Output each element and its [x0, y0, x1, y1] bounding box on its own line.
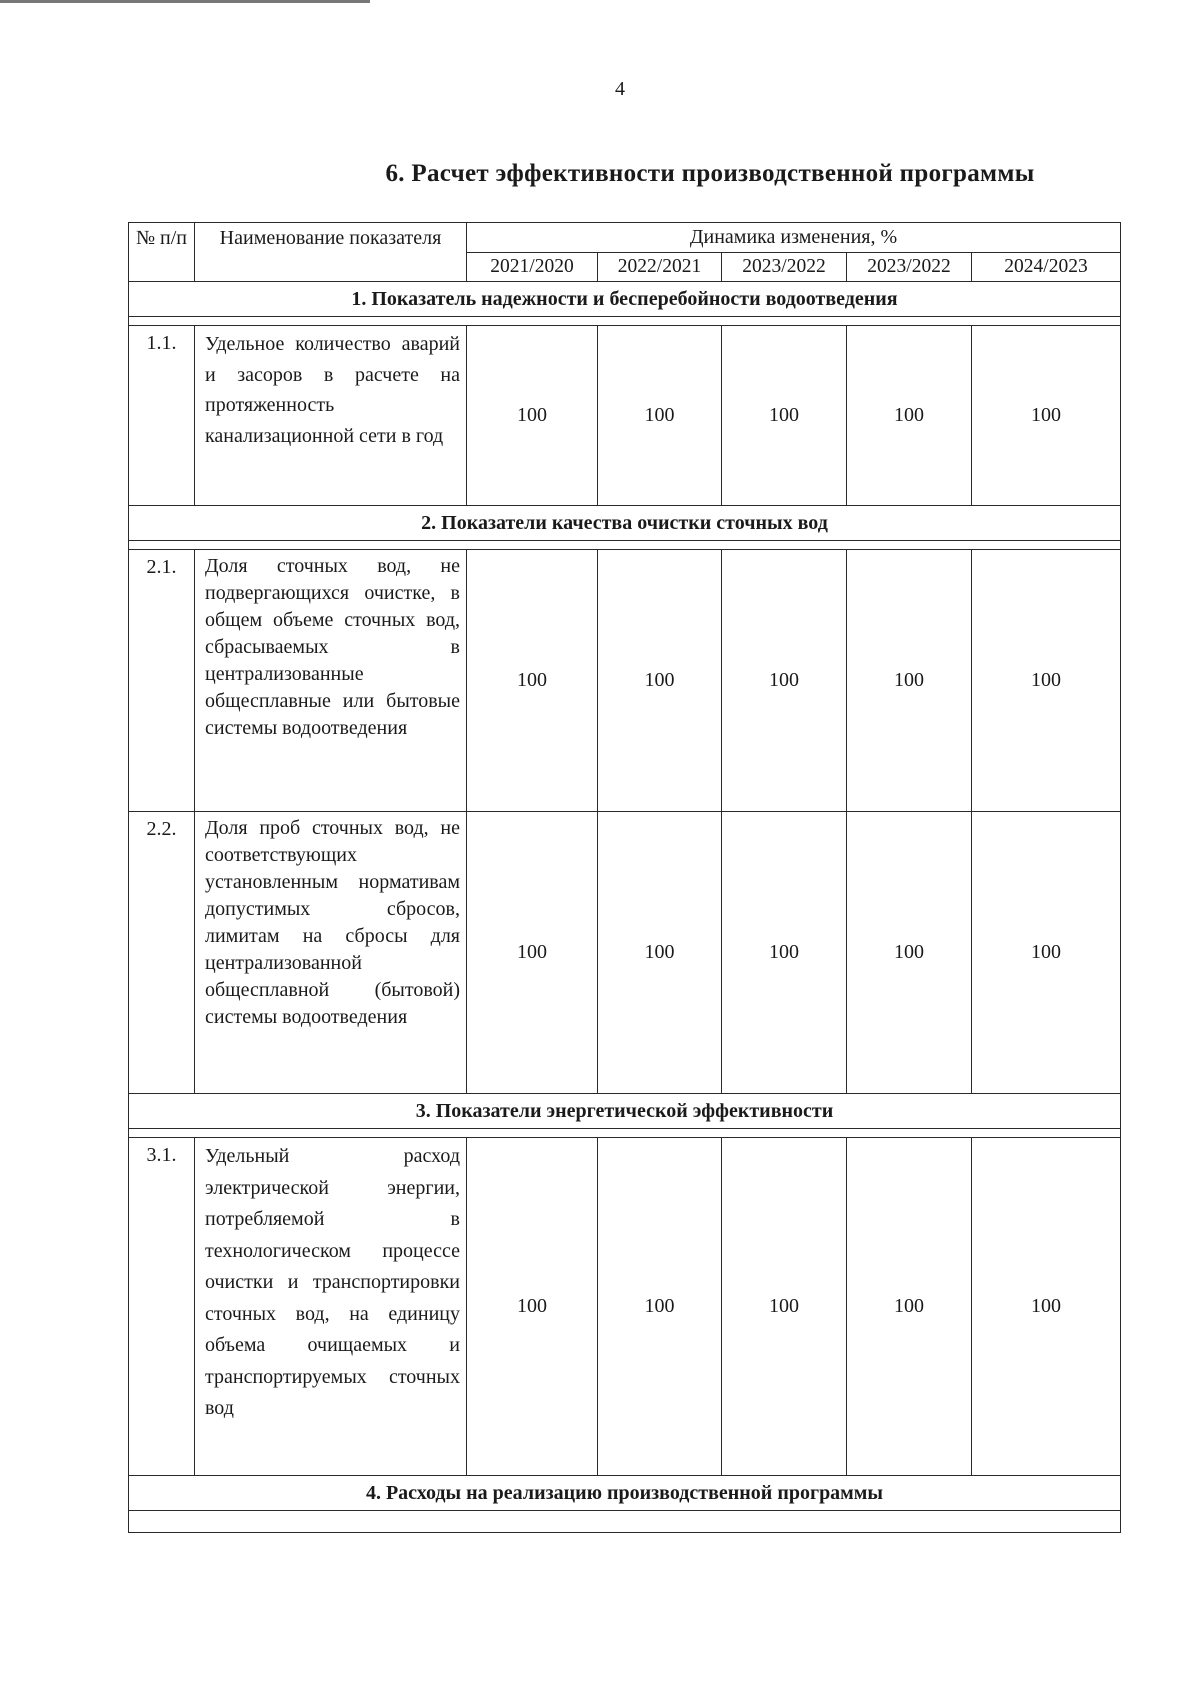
header-year: 2024/2023	[972, 253, 1121, 282]
value-cell: 100	[847, 1138, 972, 1476]
value-cell: 100	[598, 812, 722, 1094]
indicator-name: Доля проб сточных вод, не соответствующих установленным нормативам допустимых сбросов, лимитам на сбросы для централизованной общесплавной (бытовой) системы водоотведения	[195, 812, 467, 1094]
header-dynamics: Динамика изменения, %	[467, 223, 1121, 253]
table-row	[129, 326, 1121, 506]
section-title: 4. Расходы на реализацию производственной программы	[129, 1476, 1121, 1511]
section-title: 1. Показатель надежности и бесперебойности водоотведения	[129, 282, 1121, 317]
section-row	[129, 282, 1121, 317]
indicator-name: Доля сточных вод, не подвергающихся очистке, в общем объеме сточных вод, сбрасываемых в централизованные общесплавные или бытовые системы водоотведения	[195, 550, 467, 812]
row-number: 2.1.	[129, 550, 195, 812]
document-title: 6. Расчет эффективности производственной программы	[385, 160, 1035, 187]
value-cell: 100	[598, 550, 722, 812]
empty-row	[129, 1511, 1121, 1533]
header-number: № п/п	[129, 223, 195, 282]
row-gap	[129, 1129, 1121, 1138]
value-cell: 100	[722, 812, 847, 1094]
empty-cell	[129, 1511, 1121, 1533]
value-cell: 100	[467, 550, 598, 812]
header-year: 2021/2020	[467, 253, 598, 282]
header-year: 2023/2022	[722, 253, 847, 282]
row-number: 1.1.	[129, 326, 195, 506]
value-cell: 100	[972, 1138, 1121, 1476]
value-cell: 100	[598, 326, 722, 506]
value-cell: 100	[722, 550, 847, 812]
value-cell: 100	[972, 812, 1121, 1094]
scan-edge-line	[0, 0, 370, 3]
header-year: 2023/2022	[847, 253, 972, 282]
table-row	[129, 1138, 1121, 1476]
header-year: 2022/2021	[598, 253, 722, 282]
row-gap	[129, 541, 1121, 550]
value-cell: 100	[722, 1138, 847, 1476]
value-cell: 100	[467, 812, 598, 1094]
table-row	[129, 550, 1121, 812]
section-row	[129, 506, 1121, 541]
value-cell: 100	[847, 812, 972, 1094]
value-cell: 100	[467, 1138, 598, 1476]
row-number: 2.2.	[129, 812, 195, 1094]
section-title: 2. Показатели качества очистки сточных вод	[129, 506, 1121, 541]
row-number: 3.1.	[129, 1138, 195, 1476]
section-title: 3. Показатели энергетической эффективности	[129, 1094, 1121, 1129]
header-row-1	[129, 223, 1121, 253]
indicator-name: Удельное количество аварий и засоров в расчете на протяженность канализационной сети в год	[195, 326, 467, 506]
indicator-name: Удельный расход электрической энергии, потребляемой в технологическом процессе очистки и транспортировки сточных вод, на единицу объема очищаемых и транспортируемых сточных вод	[195, 1138, 467, 1476]
value-cell: 100	[847, 326, 972, 506]
value-cell: 100	[598, 1138, 722, 1476]
value-cell: 100	[722, 326, 847, 506]
value-cell: 100	[467, 326, 598, 506]
value-cell: 100	[847, 550, 972, 812]
value-cell: 100	[972, 550, 1121, 812]
table-row	[129, 812, 1121, 1094]
indicators-table	[128, 222, 1121, 1533]
row-gap	[129, 317, 1121, 326]
header-indicator-name: Наименование показателя	[195, 223, 467, 282]
page-number: 4	[615, 78, 625, 100]
section-row	[129, 1094, 1121, 1129]
section-row	[129, 1476, 1121, 1511]
value-cell: 100	[972, 326, 1121, 506]
